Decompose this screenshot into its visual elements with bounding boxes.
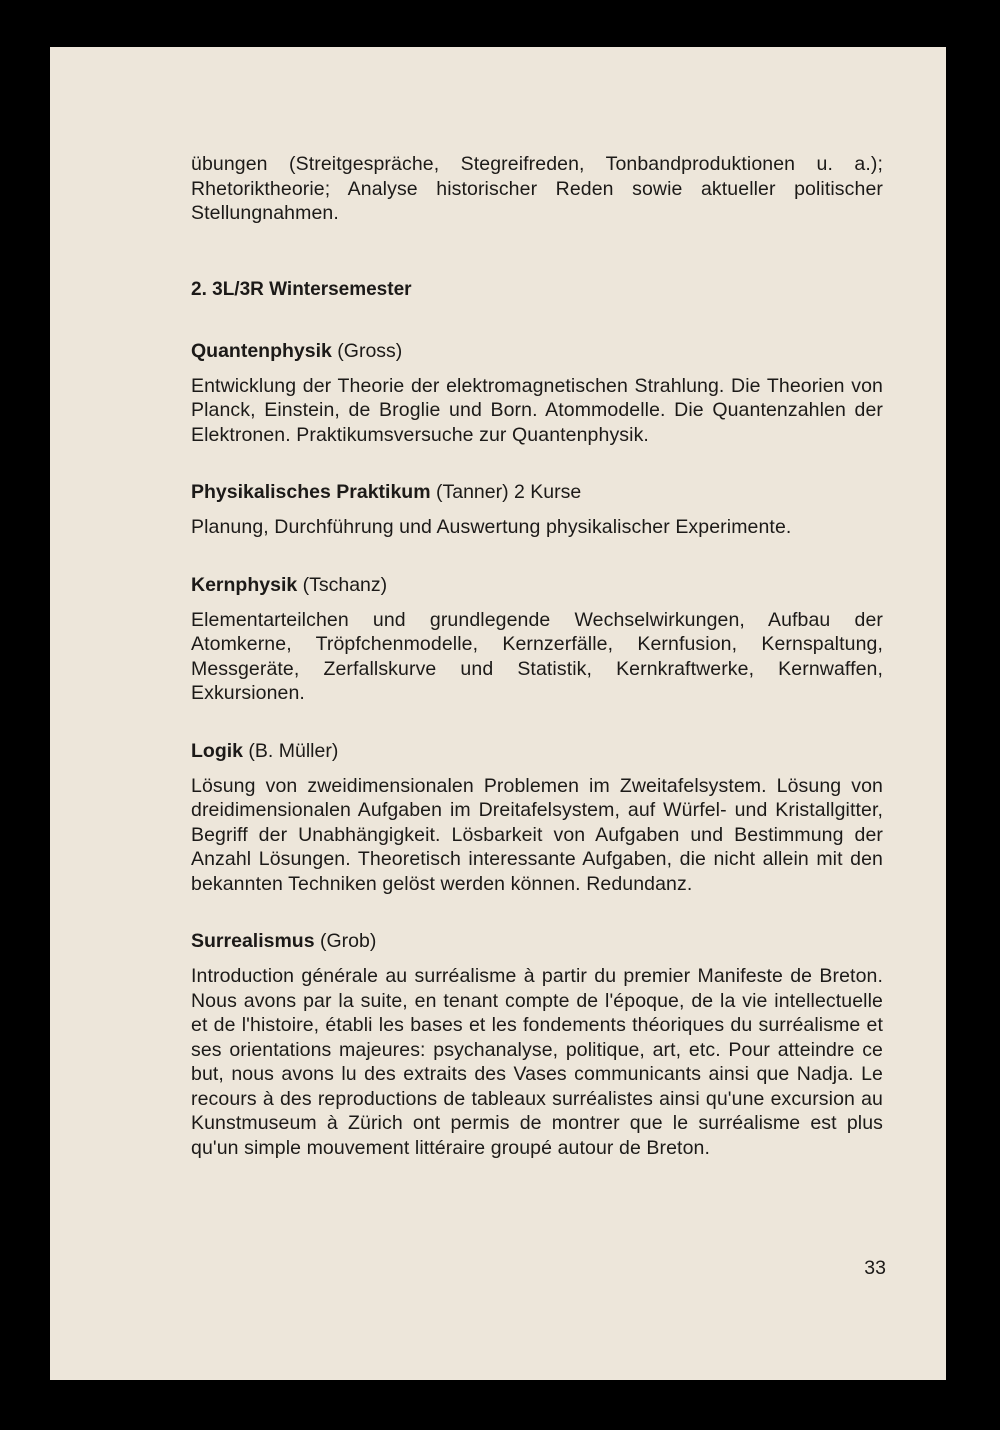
intro-paragraph: übungen (Streitgespräche, Stegreifreden, Tonbandproduktionen u. a.); Rhetoriktheorie; Analyse historischer Reden sowie aktueller politischer Stellungnahmen. — [191, 153, 883, 224]
course-instructor: (Gross) — [337, 339, 403, 362]
course-description-kernphysik: Elementarteilchen und grundlegende Wechselwirkungen, Aufbau der Atomkerne, Tröpfchenmodelle, Kernzerfälle, Kernfusion, Kernspaltung, Messgeräte, Zerfallskurve und Statistik, Kernkraftwerke, Kernwaffen, Exkursionen. — [191, 608, 883, 704]
course-title-quantenphysik — [191, 339, 883, 363]
course-title-praktikum — [191, 480, 883, 504]
course-title-kernphysik — [191, 573, 883, 597]
course-description-quantenphysik: Entwicklung der Theorie der elektromagnetischen Strahlung. Die Theorien von Planck, Einstein, de Broglie und Born. Atommodelle. Die Quantenzahlen der Elektronen. Praktikumsversuche zur Quantenphysik. — [191, 374, 883, 446]
course-name: Kernphysik — [191, 573, 298, 596]
course-name: Physikalisches Praktikum — [191, 481, 431, 503]
course-instructor: (Grob) — [319, 930, 377, 952]
page-number: 33 — [864, 1257, 886, 1279]
course-description-praktikum: Planung, Durchführung und Auswertung physikalischer Experimente. — [191, 516, 792, 538]
course-name: Quantenphysik — [191, 339, 332, 362]
course-description-logik: Lösung von zweidimensionalen Problemen im Zweitafelsystem. Lösung von dreidimensionalen Aufgaben im Dreitafelsystem, auf Würfel- und Kristallgitter, Begriff der Unabhängigkeit. Lösbarkeit von Aufgaben und Bestimmung der Anzahl Lösungen. Theoretisch interessante Aufgaben, die nicht allein mit den bekannten Techniken gelöst werden können. Redundanz. — [191, 774, 883, 895]
course-instructor: (B. Müller) — [248, 739, 339, 762]
course-name: Surrealismus — [191, 930, 315, 952]
course-description-surrealismus: Introduction générale au surréalisme à partir du premier Manifeste de Breton. Nous avons par la suite, en tenant compte de l'époque, de la vie intellectuelle et de l'histoire, établi les bases et les fondements théoriques du surréalisme et ses orientations majeures: psychanalyse, politique, art, etc. Pour atteindre ce but, nous avons lu des extraits des Vases communicants ainsi que Nadja. Le recours à des reproductions de tableaux surréalistes ainsi qu'une excursion au Kunstmuseum à Zürich ont permis de montrer que le surréalisme est plus qu'un simple mouvement littéraire groupé autour de Breton. — [191, 965, 883, 1159]
page-content — [191, 152, 883, 1160]
section-heading: 2. 3L/3R Wintersemester — [191, 278, 412, 300]
course-title-logik — [191, 739, 883, 763]
course-instructor: (Tschanz) — [302, 573, 388, 596]
document-page — [50, 47, 946, 1380]
course-title-surrealismus — [191, 929, 883, 953]
course-instructor: (Tanner) 2 Kurse — [435, 481, 582, 503]
course-name: Logik — [191, 739, 243, 762]
